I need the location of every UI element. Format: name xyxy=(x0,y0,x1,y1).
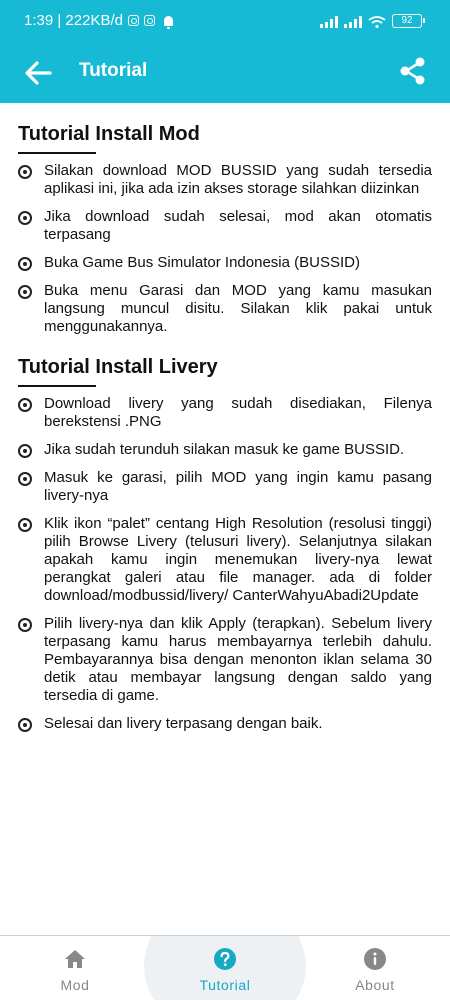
nav-item-tutorial[interactable] xyxy=(150,936,300,1000)
signal-icon-2 xyxy=(344,16,362,28)
status-left xyxy=(24,12,173,29)
list-item xyxy=(18,715,432,733)
page-title: Tutorial xyxy=(79,60,148,81)
status-time: 1:39 | 222KB/d xyxy=(24,12,123,29)
step-text: Masuk ke garasi, pilih MOD yang ingin kamu pasang livery-nya xyxy=(44,469,432,504)
step-text: Klik ikon “palet” centang High Resolution (resolusi tinggi) pilih Browse Livery (telusuri livery). Selanjutnya silakan apakah kamu ingin menemukan livery-nya lewat perangkat galeri atau file manager. ada di folder download/modbussid/livery/ CanterWahyuAbadi2Update xyxy=(44,515,432,604)
step-text: Buka menu Garasi dan MOD yang kamu masukan langsung muncul disitu. Silakan klik pakai untuk menggunakannya. xyxy=(44,282,432,335)
bullet-icon xyxy=(18,165,32,179)
step-text: Jika download sudah selesai, mod akan otomatis terpasang xyxy=(44,208,432,243)
arrow-left-icon xyxy=(22,56,56,90)
bullet-icon xyxy=(18,398,32,412)
nav-label-mod: Mod xyxy=(60,977,90,993)
step-text: Silakan download MOD BUSSID yang sudah tersedia aplikasi ini, jika ada izin akses storage silahkan diizinkan xyxy=(44,162,432,197)
instagram-icon-2 xyxy=(144,15,155,26)
info-circle-icon xyxy=(364,948,386,970)
bullet-icon xyxy=(18,444,32,458)
share-button[interactable] xyxy=(398,56,428,86)
nav-label-tutorial: Tutorial xyxy=(199,977,251,993)
help-circle-icon xyxy=(214,948,236,970)
bullet-icon xyxy=(18,257,32,271)
signal-icon xyxy=(320,16,338,28)
list-item xyxy=(18,162,432,198)
app-bar xyxy=(0,42,450,103)
bullet-icon xyxy=(18,472,32,486)
list-item xyxy=(18,254,432,272)
home-icon xyxy=(64,948,86,970)
bullet-icon xyxy=(18,211,32,225)
list-item xyxy=(18,208,432,244)
list-item xyxy=(18,441,432,459)
title-underline xyxy=(18,152,96,154)
list-item xyxy=(18,515,432,605)
section-title: Tutorial Install Mod xyxy=(18,123,200,145)
step-text: Jika sudah terunduh silakan masuk ke game BUSSID. xyxy=(44,441,405,458)
tutorial-content[interactable] xyxy=(0,103,450,935)
title-underline xyxy=(18,385,96,387)
list-item xyxy=(18,615,432,705)
list-item xyxy=(18,395,432,431)
bullet-icon xyxy=(18,618,32,632)
bottom-navigation xyxy=(0,935,450,1000)
list-item xyxy=(18,469,432,505)
battery-icon xyxy=(392,14,422,28)
status-bar xyxy=(0,0,450,42)
notification-bell-icon xyxy=(164,16,173,26)
nav-label-about: About xyxy=(355,977,395,993)
bullet-icon xyxy=(18,285,32,299)
share-icon xyxy=(398,56,428,86)
bullet-icon xyxy=(18,518,32,532)
instagram-icon xyxy=(128,15,139,26)
back-button[interactable] xyxy=(22,56,56,90)
section-title: Tutorial Install Livery xyxy=(18,356,218,378)
battery-level: 92 xyxy=(401,15,413,26)
step-text: Download livery yang sudah disediakan, Filenya berekstensi .PNG xyxy=(44,395,432,430)
step-list xyxy=(18,395,432,733)
wifi-icon xyxy=(368,16,386,28)
nav-item-mod[interactable] xyxy=(0,936,150,1000)
step-text: Selesai dan livery terpasang dengan baik. xyxy=(44,715,323,732)
status-right xyxy=(320,14,422,28)
step-text: Pilih livery-nya dan klik Apply (terapkan). Sebelum livery terpasang kamu harus membayarnya terlebih dahulu. Pembayarannya bisa dengan menonton iklan selama 30 detik atau membayar langsung dengan saldo yang tersedia di game. xyxy=(44,615,432,704)
section-install-livery xyxy=(0,356,450,733)
section-install-mod xyxy=(0,123,450,336)
list-item xyxy=(18,282,432,336)
step-text: Buka Game Bus Simulator Indonesia (BUSSID) xyxy=(44,254,360,271)
bullet-icon xyxy=(18,718,32,732)
nav-item-about[interactable] xyxy=(300,936,450,1000)
step-list xyxy=(18,162,432,336)
